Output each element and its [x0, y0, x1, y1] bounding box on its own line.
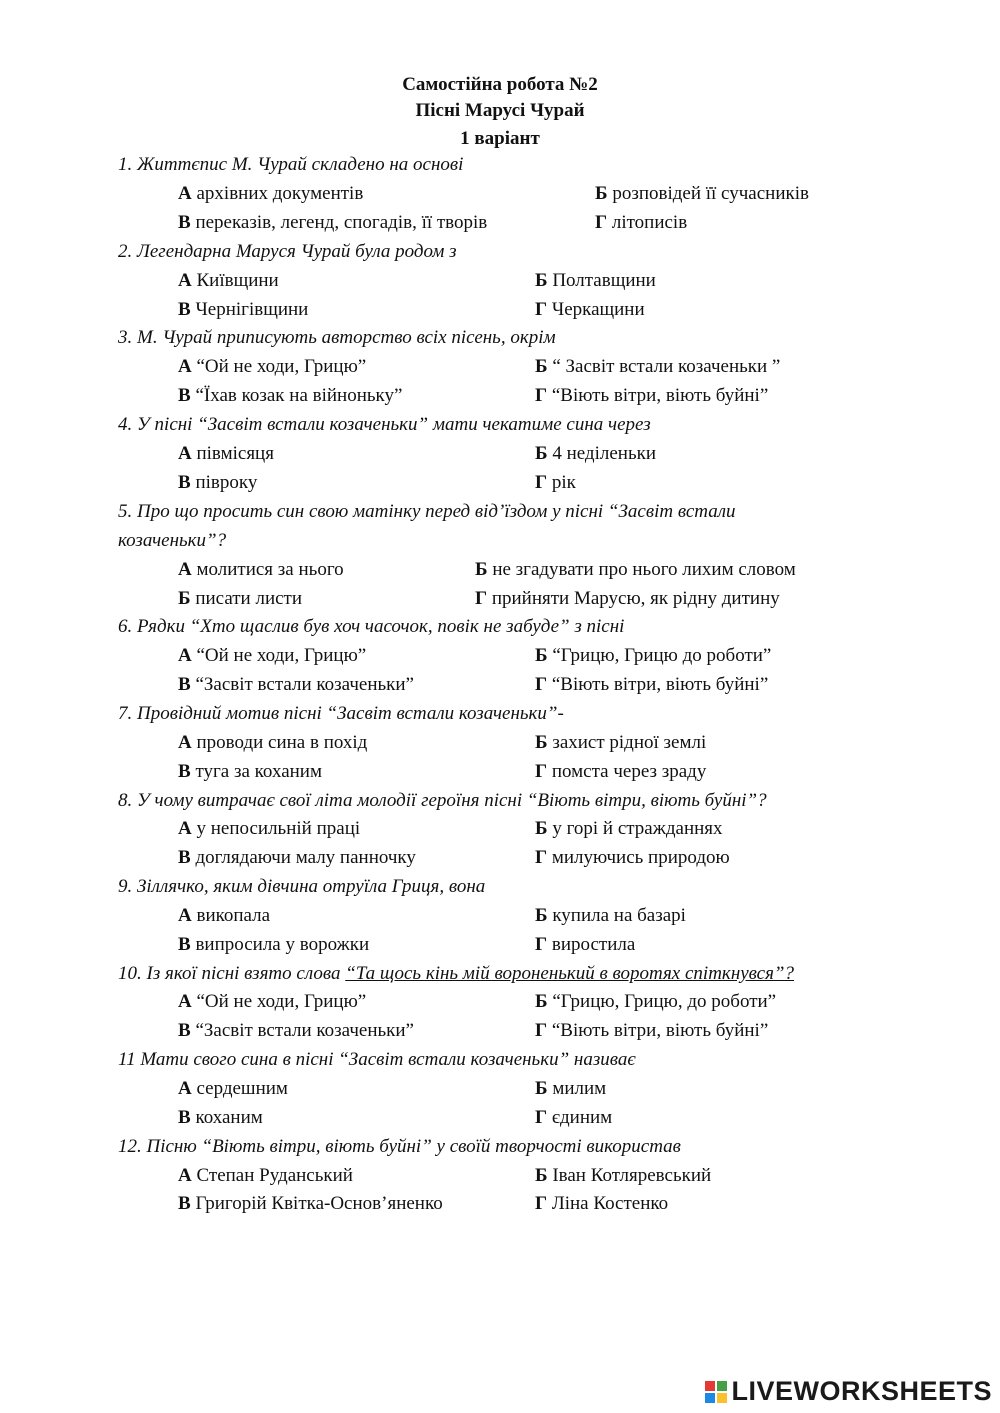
option-text: Іван Котляревський	[552, 1165, 712, 1186]
option-text: “Віють вітри, віють буйні”	[551, 674, 769, 695]
option-letter: А	[178, 270, 192, 291]
answer-option[interactable]	[535, 270, 656, 292]
option-text: молитися за нього	[196, 559, 344, 580]
answer-option[interactable]	[178, 443, 274, 465]
option-text: “Засвіт встали козаченьки”	[195, 674, 414, 695]
option-text: півроку	[195, 472, 258, 493]
question-text: 7. Провідний мотив пісні “Засвіт встали козаченьки”-	[118, 703, 564, 724]
answer-option[interactable]	[178, 385, 402, 407]
question-4-text	[118, 414, 651, 436]
answer-option[interactable]	[535, 1165, 711, 1187]
answer-option[interactable]	[178, 761, 322, 783]
title-line-1: Самостійна робота №2	[402, 74, 598, 95]
option-text: купила на базарі	[552, 905, 686, 926]
option-text: захист рідної землі	[552, 732, 707, 753]
answer-option[interactable]	[535, 761, 706, 783]
answer-option[interactable]	[535, 847, 730, 869]
answer-option[interactable]	[178, 847, 416, 869]
option-letter: Г	[595, 212, 608, 233]
question-7-text	[118, 703, 564, 725]
option-text: Степан Руданський	[196, 1165, 353, 1186]
option-text: “Засвіт встали козаченьки”	[195, 1020, 414, 1041]
answer-option[interactable]	[595, 212, 687, 234]
option-text: розповідей її сучасників	[612, 183, 809, 204]
option-text: не згадувати про нього лихим словом	[492, 559, 796, 580]
option-text: писати листи	[195, 588, 303, 609]
option-letter: В	[178, 1020, 191, 1041]
option-letter: Б	[535, 818, 548, 839]
option-text: милим	[552, 1078, 607, 1099]
answer-option[interactable]	[535, 356, 780, 378]
option-letter: А	[178, 818, 192, 839]
option-text: “Ой не ходи, Грицю”	[196, 645, 367, 666]
answer-option[interactable]	[178, 905, 270, 927]
question-3-text	[118, 327, 556, 349]
option-text: єдиним	[551, 1107, 613, 1128]
option-letter: А	[178, 991, 192, 1012]
option-text: Чернігівщини	[195, 299, 309, 320]
option-letter: Б	[535, 356, 548, 377]
answer-option[interactable]	[535, 991, 776, 1013]
question-10-text	[118, 963, 794, 985]
option-text: прийняти Марусю, як рідну дитину	[491, 588, 780, 609]
option-letter: В	[178, 761, 191, 782]
option-letter: Б	[535, 991, 548, 1012]
answer-option[interactable]	[535, 443, 656, 465]
option-text: “ Засвіт встали козаченьки ”	[552, 356, 781, 377]
option-letter: Б	[535, 905, 548, 926]
answer-option[interactable]	[535, 674, 768, 696]
answer-option[interactable]	[535, 472, 576, 494]
question-5-text-cont: козаченьки”?	[118, 530, 227, 551]
option-letter: Г	[535, 674, 548, 695]
question-12-text	[118, 1136, 681, 1158]
answer-option[interactable]	[475, 588, 780, 610]
question-text: 3. М. Чурай приписують авторство всіх пісень, окрім	[118, 327, 556, 348]
option-letter: Г	[535, 847, 548, 868]
answer-option[interactable]	[535, 1107, 612, 1129]
answer-option[interactable]	[178, 645, 366, 667]
option-letter: В	[178, 299, 191, 320]
answer-option[interactable]	[178, 991, 366, 1013]
option-letter: В	[178, 472, 191, 493]
option-letter: В	[178, 385, 191, 406]
option-letter: А	[178, 559, 192, 580]
question-1-text	[118, 154, 463, 176]
answer-option[interactable]	[535, 1193, 668, 1215]
option-letter: В	[178, 212, 191, 233]
option-letter: А	[178, 1165, 192, 1186]
answer-option[interactable]	[535, 905, 686, 927]
answer-option[interactable]	[178, 818, 360, 840]
question-text: 2. Легендарна Маруся Чурай була родом з	[118, 241, 457, 262]
question-text: 1. Життєпис М. Чурай складено на основі	[118, 154, 464, 175]
answer-option[interactable]	[178, 1165, 353, 1187]
answer-option[interactable]	[475, 559, 796, 581]
title-line-2: Пісні Марусі Чурай	[415, 100, 585, 121]
option-letter: А	[178, 732, 192, 753]
question-text: 4. У пісні “Засвіт встали козаченьки” мати чекатиме сина через	[118, 414, 651, 435]
answer-option[interactable]	[178, 270, 279, 292]
option-text: “Ой не ходи, Грицю”	[196, 356, 367, 377]
option-letter: Б	[178, 588, 191, 609]
option-letter: Б	[475, 559, 488, 580]
option-letter: Г	[535, 299, 548, 320]
option-letter: А	[178, 905, 192, 926]
question-2-text	[118, 241, 457, 263]
option-letter: Г	[535, 761, 548, 782]
question-5-text	[118, 501, 736, 523]
answer-option[interactable]	[535, 732, 706, 754]
option-letter: А	[178, 645, 192, 666]
option-text: доглядаючи малу панночку	[195, 847, 416, 868]
option-letter: В	[178, 1193, 191, 1214]
answer-option[interactable]	[535, 385, 768, 407]
answer-option[interactable]	[535, 1020, 768, 1042]
question-text: 12. Пісню “Віють вітри, віють буйні” у своїй творчості використав	[118, 1136, 681, 1157]
answer-option[interactable]	[535, 299, 645, 321]
question-text: 6. Рядки “Хто щаслив був хоч часочок, повік не забуде” з пісні	[118, 616, 625, 637]
option-text: рік	[551, 472, 576, 493]
option-text: “Їхав козак на війноньку”	[195, 385, 403, 406]
option-letter: Г	[535, 472, 548, 493]
option-text: “Грицю, Грицю до роботи”	[552, 645, 772, 666]
question-text: 9. Зіллячко, яким дівчина отруїла Гриця, вона	[118, 876, 486, 897]
option-letter: А	[178, 1078, 192, 1099]
answer-option[interactable]	[535, 1078, 606, 1100]
option-letter: В	[178, 847, 191, 868]
option-letter: В	[178, 1107, 191, 1128]
answer-option[interactable]	[535, 934, 635, 956]
option-letter: Б	[535, 645, 548, 666]
answer-option[interactable]	[178, 1078, 288, 1100]
option-text: архівних документів	[196, 183, 364, 204]
answer-option[interactable]	[178, 732, 367, 754]
option-text: милуючись природою	[551, 847, 730, 868]
option-text: “Грицю, Грицю, до роботи”	[552, 991, 777, 1012]
option-text: помста через зраду	[551, 761, 707, 782]
question-quote: “Та щось кінь мій вороненький в воротях спіткнувся”?	[345, 963, 795, 984]
option-text: Київщини	[196, 270, 279, 291]
option-text: у непосильній праці	[196, 818, 361, 839]
question-text: 10. Із якої пісні взято слова	[118, 963, 346, 984]
answer-option[interactable]	[178, 183, 363, 205]
answer-option[interactable]	[178, 356, 366, 378]
option-letter: Б	[595, 183, 608, 204]
option-text: сердешним	[196, 1078, 288, 1099]
option-letter: Б	[535, 443, 548, 464]
liveworksheets-logo	[705, 1376, 992, 1407]
option-text: “Ой не ходи, Грицю”	[196, 991, 367, 1012]
option-letter: А	[178, 356, 192, 377]
option-letter: Г	[535, 1020, 548, 1041]
option-text: “Віють вітри, віють буйні”	[551, 1020, 769, 1041]
title-line-3: 1 варіант	[460, 128, 540, 149]
option-letter: Б	[535, 1078, 548, 1099]
option-letter: Г	[535, 1107, 548, 1128]
question-6-text	[118, 616, 624, 638]
option-text: коханим	[195, 1107, 263, 1128]
answer-option[interactable]	[535, 645, 771, 667]
logo-squares-icon	[705, 1381, 727, 1403]
answer-option[interactable]	[178, 1107, 263, 1129]
answer-option[interactable]	[535, 818, 723, 840]
option-letter: Б	[535, 732, 548, 753]
option-text: “Віють вітри, віють буйні”	[551, 385, 769, 406]
option-text: 4 неділеньки	[552, 443, 657, 464]
option-text: виростила	[551, 934, 636, 955]
answer-option[interactable]	[178, 299, 308, 321]
option-text: Черкащини	[551, 299, 645, 320]
option-text: у горі й стражданнях	[552, 818, 723, 839]
answer-option[interactable]	[178, 674, 414, 696]
question-text: 5. Про що просить син свою матінку перед від’їздом у пісні “Засвіт встали	[118, 501, 736, 522]
logo-text: LIVEWORKSHEETS	[731, 1376, 992, 1406]
question-text: 11 Мати свого сина в пісні “Засвіт встали козаченьки” називає	[118, 1049, 636, 1070]
option-letter: Б	[535, 270, 548, 291]
answer-option[interactable]	[178, 472, 257, 494]
option-letter: В	[178, 674, 191, 695]
option-text: переказів, легенд, спогадів, її творів	[195, 212, 488, 233]
option-letter: Г	[535, 385, 548, 406]
answer-option[interactable]	[178, 1020, 414, 1042]
option-text: туга за коханим	[195, 761, 322, 782]
option-letter: Б	[535, 1165, 548, 1186]
option-text: Григорій Квітка-Основ’яненко	[195, 1193, 443, 1214]
answer-option[interactable]	[178, 212, 487, 234]
option-text: проводи сина в похід	[196, 732, 368, 753]
option-text: Полтавщини	[552, 270, 656, 291]
option-letter: Г	[535, 1193, 548, 1214]
question-8-text	[118, 790, 767, 812]
option-letter: А	[178, 183, 192, 204]
answer-option[interactable]	[178, 588, 302, 610]
option-text: півмісяця	[196, 443, 274, 464]
option-letter: Г	[535, 934, 548, 955]
option-text: Ліна Костенко	[551, 1193, 669, 1214]
answer-option[interactable]	[178, 934, 369, 956]
option-letter: А	[178, 443, 192, 464]
question-9-text	[118, 876, 485, 898]
question-11-text	[118, 1049, 636, 1071]
option-letter: Г	[475, 588, 488, 609]
option-text: викопала	[196, 905, 271, 926]
answer-option[interactable]	[178, 1193, 443, 1215]
option-text: випросила у ворожки	[195, 934, 370, 955]
answer-option[interactable]	[595, 183, 809, 205]
answer-option[interactable]	[178, 559, 344, 581]
question-text: 8. У чому витрачає свої літа молодії героїня пісні “Віють вітри, віють буйні”?	[118, 790, 767, 811]
option-letter: В	[178, 934, 191, 955]
option-text: літописів	[611, 212, 688, 233]
